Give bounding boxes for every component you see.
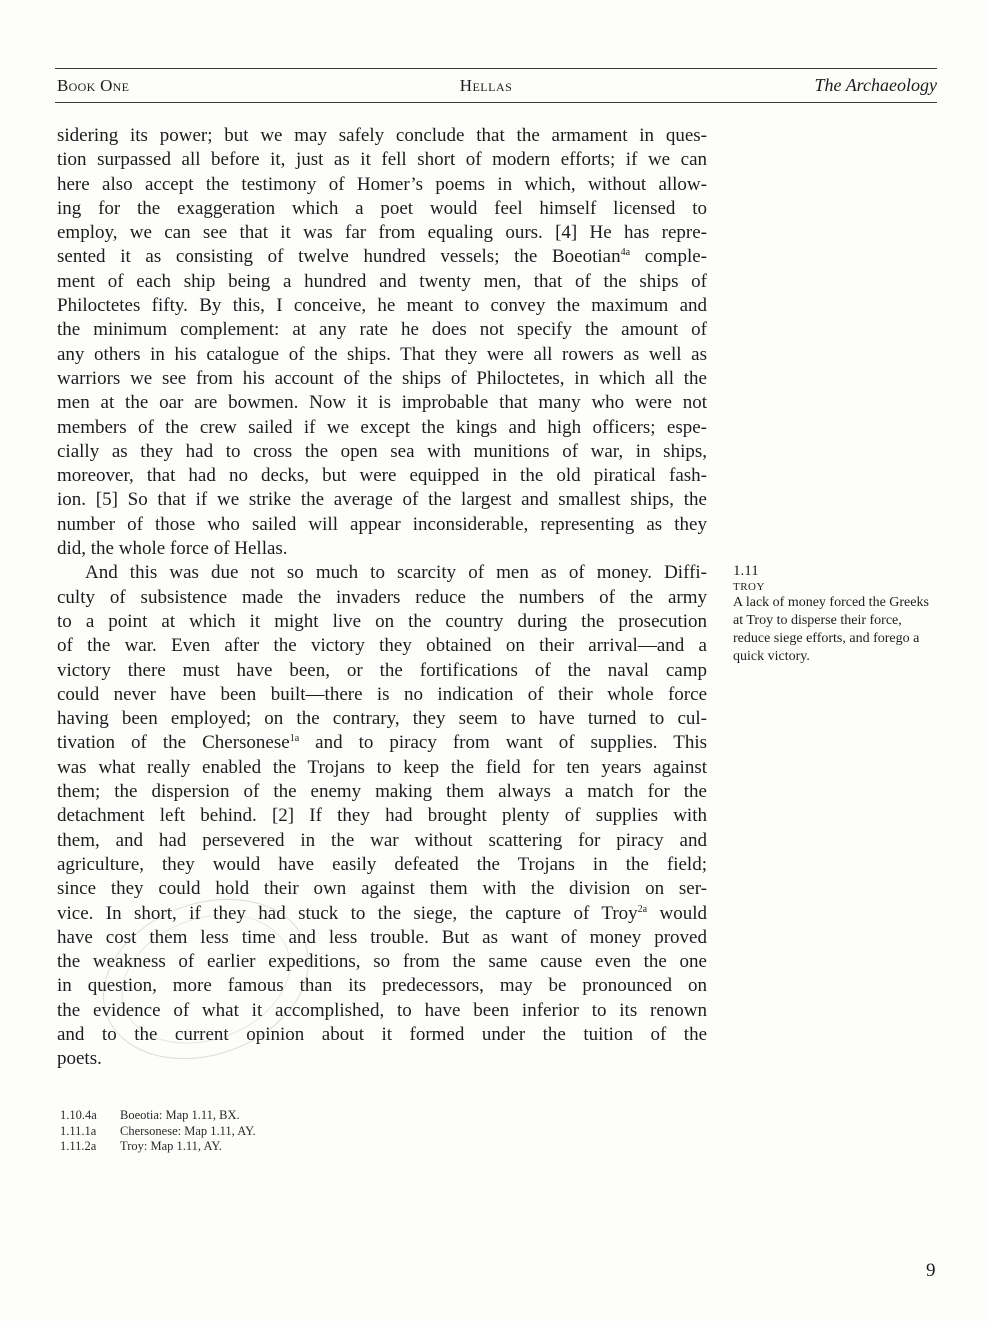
text-line: agriculture, they would have easily defeated the Trojans in the field; <box>57 853 707 875</box>
margin-note-title: TROY <box>733 581 765 593</box>
footnotes <box>60 1108 256 1155</box>
text-line: sidering its power; but we may safely conclude that the armament in ques- <box>57 125 707 146</box>
text-line: victory there must have been, or the fortifications of the naval camp <box>57 659 707 681</box>
text-line: did, the whole force of Hellas. <box>57 538 288 560</box>
text-line: employ, we can see that it was far from equaling ours. [4] He has repre- <box>57 222 707 244</box>
text-line: culty of subsistence made the invaders reduce the numbers of the army <box>57 586 707 608</box>
text-line: to a point at which it might live on the country during the prosecution <box>57 610 707 632</box>
footnote-row <box>60 1108 256 1124</box>
footnote-marker[interactable]: 4a <box>620 247 631 259</box>
footnote-ref: 1.11.2a <box>60 1139 97 1153</box>
text-line: tion surpassed all before it, just as it fell short of modern efforts; if we can <box>57 149 707 171</box>
text-line: Philoctetes fifty. By this, I conceive, he meant to convey the maximum and <box>57 295 707 317</box>
text-line: number of those who sailed will appear inconsiderable, representing as they <box>57 513 707 535</box>
footnote-text: Chersonese: Map 1.11, AY. <box>120 1123 256 1138</box>
text-line: in question, more famous than its predecessors, may be pronounced on <box>57 975 707 997</box>
text-line: since they could hold their own against them with the division on ser- <box>57 878 707 900</box>
text-line: was what really enabled the Trojans to keep the field for ten years against <box>57 756 707 778</box>
text-line: having been employed; on the contrary, they seem to have turned to cul- <box>57 708 707 730</box>
text-line: them; the dispersion of the enemy making them always a match for the <box>57 781 707 803</box>
margin-note-text: A lack of money forced the Greeks at Troy to disperse their force, reduce siege efforts, and forego a quick victory. <box>733 595 929 664</box>
footnote-marker[interactable]: 2a <box>637 903 648 915</box>
running-head-section: The Archaeology <box>814 75 937 95</box>
text-line: moreover, that had no decks, but were equipped in the old piratical fash- <box>57 465 707 487</box>
margin-note <box>733 562 933 666</box>
text-line: them, and had persevered in the war without scattering for piracy and <box>57 829 707 851</box>
text-line: of the war. Even after the victory they obtained on their arrival—and a <box>57 635 707 657</box>
text-line: ment of each ship being a hundred and twenty men, that of the ships of <box>57 270 707 292</box>
running-head-title: Hellas <box>459 76 513 95</box>
footnote-ref: 1.10.4a <box>60 1108 97 1122</box>
text-line: the weakness of earlier expeditions, so from the same cause even the one <box>57 951 707 973</box>
text-line: tivation of the Chersonese$^{1a}$ and to piracy from want of supplies. This <box>57 732 707 754</box>
running-head <box>55 68 937 103</box>
text-line: and to the current opinion about it formed under the tuition of the <box>57 1023 707 1045</box>
text-line: the minimum complement: at any rate he does not specify the amount of <box>57 319 707 341</box>
text-line: poets. <box>57 1048 102 1070</box>
page-number: 9 <box>926 1260 936 1281</box>
footnote-row <box>60 1139 256 1155</box>
footnote-text: Boeotia: Map 1.11, BX. <box>120 1108 240 1122</box>
footnote-marker[interactable]: 1a <box>289 733 300 745</box>
margin-note-number: 1.11 <box>733 563 759 579</box>
text-line: detachment left behind. [2] If they had brought plenty of supplies with <box>57 805 707 827</box>
text-line: ion. [5] So that if we strike the average of the largest and smallest ships, the <box>57 489 707 511</box>
footnote-row <box>60 1124 256 1140</box>
text-line: any others in his catalogue of the ships. That they were all rowers as well as <box>57 343 707 365</box>
paragraph-2 <box>57 561 707 1071</box>
text-line: members of the crew sailed if we except the kings and high officers; espe- <box>57 416 707 438</box>
text-line: And this was due not so much to scarcity of men as of money. Diffi- <box>85 562 707 584</box>
text-line: ing for the exaggeration which a poet would feel himself licensed to <box>57 197 707 219</box>
footnote-text: Troy: Map 1.11, AY. <box>120 1139 222 1153</box>
text-line: cially as they had to cross the open sea with munitions of war, in ships, <box>57 440 707 462</box>
text-line: vice. In short, if they had stuck to the siege, the capture of Troy$^{2a}$ would <box>57 902 707 924</box>
main-text <box>57 124 707 1072</box>
text-line: men at the oar are bowmen. Now it is improbable that many who were not <box>57 392 707 414</box>
text-line: the evidence of what it accomplished, to have been inferior to its renown <box>57 999 707 1021</box>
text-line: could never have been built—there is no indication of their whole force <box>57 683 707 705</box>
text-line: warriors we see from his account of the ships of Philoctetes, in which all the <box>57 367 707 389</box>
paragraph-1 <box>57 124 707 561</box>
text-line: here also accept the testimony of Homer’s poems in which, without allow- <box>57 173 707 195</box>
running-head-book: Book One <box>57 76 130 95</box>
footnote-ref: 1.11.1a <box>60 1123 97 1138</box>
text-line: sented it as consisting of twelve hundred vessels; the Boeotian$^{4a}$ comple- <box>57 246 707 268</box>
text-line: have cost them less time and less trouble. But as want of money proved <box>57 926 707 948</box>
